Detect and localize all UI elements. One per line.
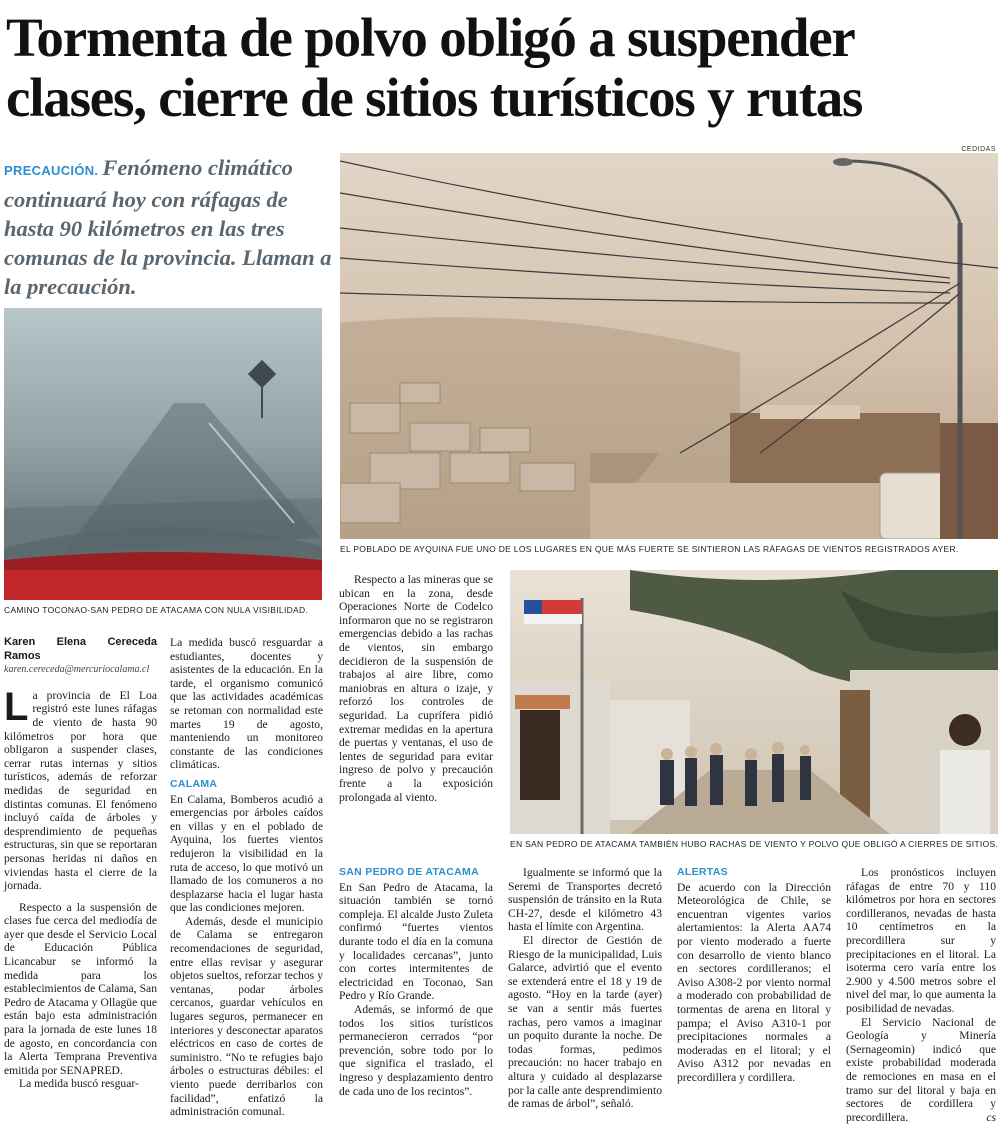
paragraph-10: El director de Gestión de Riesgo de la municipalidad, Luis Galarce, advirtió que el evento se extenderá entre el 18 y 19 de agosto. “Hoy en la tarde (ayer) se van a sentir más fuertes rachas, pero vamos a imaginar un poquito durante la noche. De todas formas, pedimos precaución: no hacer trabajo en altura y cuidado al desplazarse por la calle ante desprendimiento de ramas de árbol”, señaló. bbox=[508, 933, 662, 1111]
ayquina-dust-image bbox=[340, 153, 998, 539]
paragraph-13: El Servicio Nacional de Geología y Minería (Sernageomin) indicó que existe probabilidad moderada de remociones en masa en el tramo sur del litoral y baja en sectores de cordillera y precordillera. cs bbox=[846, 1015, 996, 1124]
article-column-6 bbox=[846, 866, 996, 1141]
paragraph-11: De acuerdo con la Dirección Meteorológica de Chile, se encuentran vigentes varios alertamientos: la Alerta AA74 por viento moderado a fuerte con desarrollo de viento blanco en sectores cordilleranos; el Aviso A308-2 por viento normal a moderado con probabilidad de tormentas de arena en litoral y pampa; el Aviso A310-1 por precipitaciones normales a moderadas en el litoral; y el Aviso A312 por nevadas en precordillera y cordillera. bbox=[677, 880, 831, 1084]
caption-road: CAMINO TOCONAO-SAN PEDRO DE ATACAMA CON NULA VISIBILIDAD. bbox=[4, 605, 309, 615]
subhead-alertas: ALERTAS bbox=[677, 866, 728, 878]
article-column-3b bbox=[339, 866, 493, 1141]
deck bbox=[4, 153, 334, 301]
paragraph-4: En Calama, Bomberos acudió a emergencias por árboles caídos en villas y en el poblado de Ayquina, los fuertes vientos redujeron la visibilidad en la ruta de acceso, lo que motivó un llamado de los comuneros a no desplazarse hacia el lugar hasta que las condiciones mejoren. bbox=[170, 792, 323, 915]
article-column-5 bbox=[677, 866, 831, 1141]
paragraph-5: Además, desde el municipio de Calama se entregaron recomendaciones de seguridad, entre ellas revisar y asegurar objetos sueltos, reforzar techos y ventanas, podar árboles cercanos, guardar vehículos en lugares seguros, permanecer en interiores y desconectar aparatos eléctricos en caso de cortes de suministro. “No te refugies bajo árboles o estructuras débiles: el viento puede derribarlos con facilidad”, enfatizó la administración comunal. bbox=[170, 914, 323, 1119]
road-fog-image bbox=[4, 308, 322, 600]
paragraph-8: Además, se informó de que todos los sitios turísticos permanecieron cerrados “por prevención, sobre todo por lo que significa el traslado, el ingreso y desplazamiento dentro de cada uno de los recintos”. bbox=[339, 1002, 493, 1098]
paragraph-9: Igualmente se informó que la Seremi de Transportes decretó suspensión de tránsito en la Ruta CH-27, desde el kilómetro 43 hasta el límite con Argentina. bbox=[508, 866, 662, 934]
article-column-4 bbox=[508, 866, 662, 1141]
paragraph-6: Respecto a las mineras que se ubican en la zona, desde Operaciones Norte de Codelco informaron que no se registraron emergencias debido a las rachas de vientos, sin embargo decidieron de la suspensión de trabajos al aire libre, como maniobras en altura o izaje, y reforzó los controles de seguridad. La cuprífera pidió extremar medidas en la apertura de puertas y ventanas, el uso de lentes de seguridad para evitar ingreso de polvo y precaución frente a la exposición prolongada al viento. bbox=[339, 573, 493, 804]
article-column-2 bbox=[170, 636, 323, 1141]
author-name: Karen Elena Cereceda Ramos bbox=[4, 636, 157, 662]
subhead-calama: CALAMA bbox=[170, 777, 218, 790]
paragraph-3: La medida buscó resguardar a estudiantes, docentes y asistentes de la educación. En la tarde, el organismo comunicó que las actividades académicas se retoman con normalidad este martes 19 de agosto, manteniendo un monitoreo constante de las condiciones climáticas. bbox=[170, 636, 323, 772]
subhead-san-pedro: SAN PEDRO DE ATACAMA bbox=[339, 866, 479, 878]
photo-credit: CEDIDAS bbox=[961, 146, 996, 153]
author-email: karen.cereceda@mercuriocalama.cl bbox=[4, 664, 150, 676]
headline-line-2: clases, cierre de sitios turísticos y rutas bbox=[6, 67, 863, 128]
deck-text: Fenómeno climático continuará hoy con ráfagas de hasta 90 kilómetros en las tres comunas de la provincia. Llaman a la precaución. bbox=[4, 155, 332, 299]
paragraph-2: Respecto a la suspensión de clases fue cerca del mediodía de ayer que desde el Servicio Local de Educación Pública Licancabur se informó la medida para los establecimientos de Calama, San Pedro de Atacama y Ollagüe que están bajo esta administración para la jornada de este lunes 18 de agosto, en concordancia con la Alerta Temprana Preventiva emitida por SENAPRED. bbox=[4, 900, 157, 1077]
deck-kicker: PRECAUCIÓN. bbox=[4, 163, 99, 178]
paragraph-7: En San Pedro de Atacama, la situación también se tornó compleja. El alcalde Justo Zuleta confirmó “fuertes vientos durante todo el día en la comuna y localidades cercanas”, junto con cortes intermitentes de electricidad en Toconao, San Pedro y Río Grande. bbox=[339, 880, 493, 1003]
article-column-1 bbox=[4, 636, 157, 1141]
headline bbox=[6, 8, 996, 128]
paragraph-3-start: La medida buscó resguar- bbox=[19, 1077, 139, 1091]
san-pedro-street-image bbox=[510, 570, 998, 834]
signoff-mark: cs bbox=[986, 1110, 996, 1124]
article-column-3 bbox=[339, 573, 493, 863]
drop-cap: L bbox=[4, 684, 29, 729]
paragraph-1: La provincia de El Loa registró este lunes ráfagas de viento de hasta 90 kilómetros por hora que obligaron a suspender clases, cerrar rutas internas y sitios turísticos, además de reforzar medidas de seguridad en distintas comunas. El fenómeno incluyó caída de árboles y desprendimiento de pequeñas estructuras, sin que se reportaran personas heridas ni daños en viviendas hasta el cierre de la jornada. bbox=[4, 684, 157, 893]
headline-line-1: Tormenta de polvo obligó a suspender bbox=[6, 7, 855, 68]
photo-san-pedro bbox=[510, 570, 998, 834]
photo-road bbox=[4, 308, 322, 600]
caption-ayquina: EL POBLADO DE AYQUINA FUE UNO DE LOS LUGARES EN QUE MÁS FUERTE SE SINTIERON LAS RÁFAGAS DE VIENTOS REGISTRADOS AYER. bbox=[340, 544, 959, 554]
photo-ayquina bbox=[340, 153, 998, 539]
caption-san-pedro: EN SAN PEDRO DE ATACAMA TAMBIÉN HUBO RACHAS DE VIENTO Y POLVO QUE OBLIGÓ A CIERRES DE SITIOS. bbox=[510, 839, 999, 849]
paragraph-12: Los pronósticos incluyen ráfagas de entre 70 y 110 kilómetros por hora en sectores cordilleranos, nevadas de hasta 10 centímetros en la precordillera sur y precipitaciones en el litoral. La isoterma cero varía entre los 2.900 y 4.500 metros sobre el nivel del mar, lo que aumenta la posibilidad de nevadas. bbox=[846, 866, 996, 1015]
